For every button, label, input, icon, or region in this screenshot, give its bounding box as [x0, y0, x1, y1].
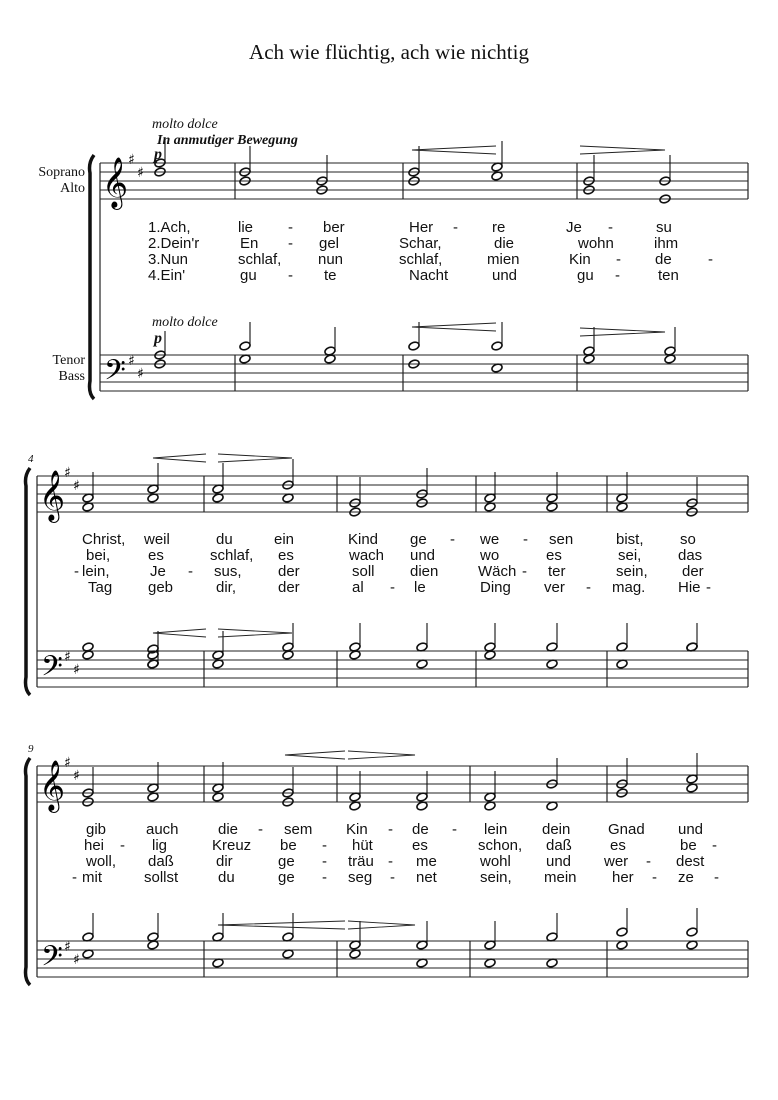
dynamic-marking-lower: p [154, 330, 162, 347]
crescendo-hairpin [285, 751, 345, 759]
treble-clef: 𝄞 [102, 157, 129, 208]
decrescendo-hairpin [218, 454, 292, 462]
sharp-sign: ♯ [73, 662, 80, 678]
measure-number-9: 9 [28, 743, 34, 755]
half-note [686, 927, 698, 937]
decrescendo-hairpin [218, 629, 292, 637]
half-note [408, 341, 420, 351]
song-title: Ach wie flüchtig, ach wie nichtig [249, 40, 529, 64]
sharp-sign: ♯ [137, 165, 144, 181]
bass-clef: 𝄢 [41, 650, 63, 690]
system-bracket [90, 155, 95, 399]
bass-clef: 𝄢 [41, 940, 63, 980]
expression-marking-lower: molto dolce [152, 315, 218, 330]
decrescendo-hairpin [348, 921, 415, 929]
system-bracket [26, 758, 31, 985]
sharp-sign: ♯ [64, 649, 71, 665]
part-label-soprano: Soprano [38, 165, 85, 180]
sharp-sign: ♯ [73, 478, 80, 494]
part-label-bass: Bass [58, 369, 85, 384]
tempo-marking: In anmutiger Bewegung [157, 133, 298, 148]
expression-marking-upper: molto dolce [152, 117, 218, 132]
crescendo-hairpin [153, 629, 206, 637]
crescendo-hairpin [412, 146, 496, 154]
treble-clef: 𝄞 [39, 470, 66, 521]
sharp-sign: ♯ [128, 353, 135, 369]
crescendo-hairpin [153, 454, 206, 462]
system-bracket [26, 468, 31, 695]
half-note [239, 341, 251, 351]
decrescendo-hairpin [348, 751, 415, 759]
half-note [616, 927, 628, 937]
sharp-sign: ♯ [64, 465, 71, 481]
treble-clef: 𝄞 [39, 760, 66, 811]
part-label-alto: Alto [60, 181, 85, 196]
bass-clef: 𝄢 [104, 354, 126, 394]
dynamic-marking-upper: p [154, 146, 162, 163]
crescendo-hairpin [218, 921, 345, 929]
sharp-sign: ♯ [128, 152, 135, 168]
sharp-sign: ♯ [64, 939, 71, 955]
measure-number-4: 4 [28, 453, 34, 465]
sharp-sign: ♯ [137, 366, 144, 382]
sharp-sign: ♯ [73, 952, 80, 968]
half-note [491, 341, 503, 351]
crescendo-hairpin [412, 323, 496, 331]
decrescendo-hairpin [580, 328, 665, 336]
sharp-sign: ♯ [64, 755, 71, 771]
sharp-sign: ♯ [73, 768, 80, 784]
decrescendo-hairpin [580, 146, 665, 154]
part-label-tenor: Tenor [52, 353, 85, 368]
